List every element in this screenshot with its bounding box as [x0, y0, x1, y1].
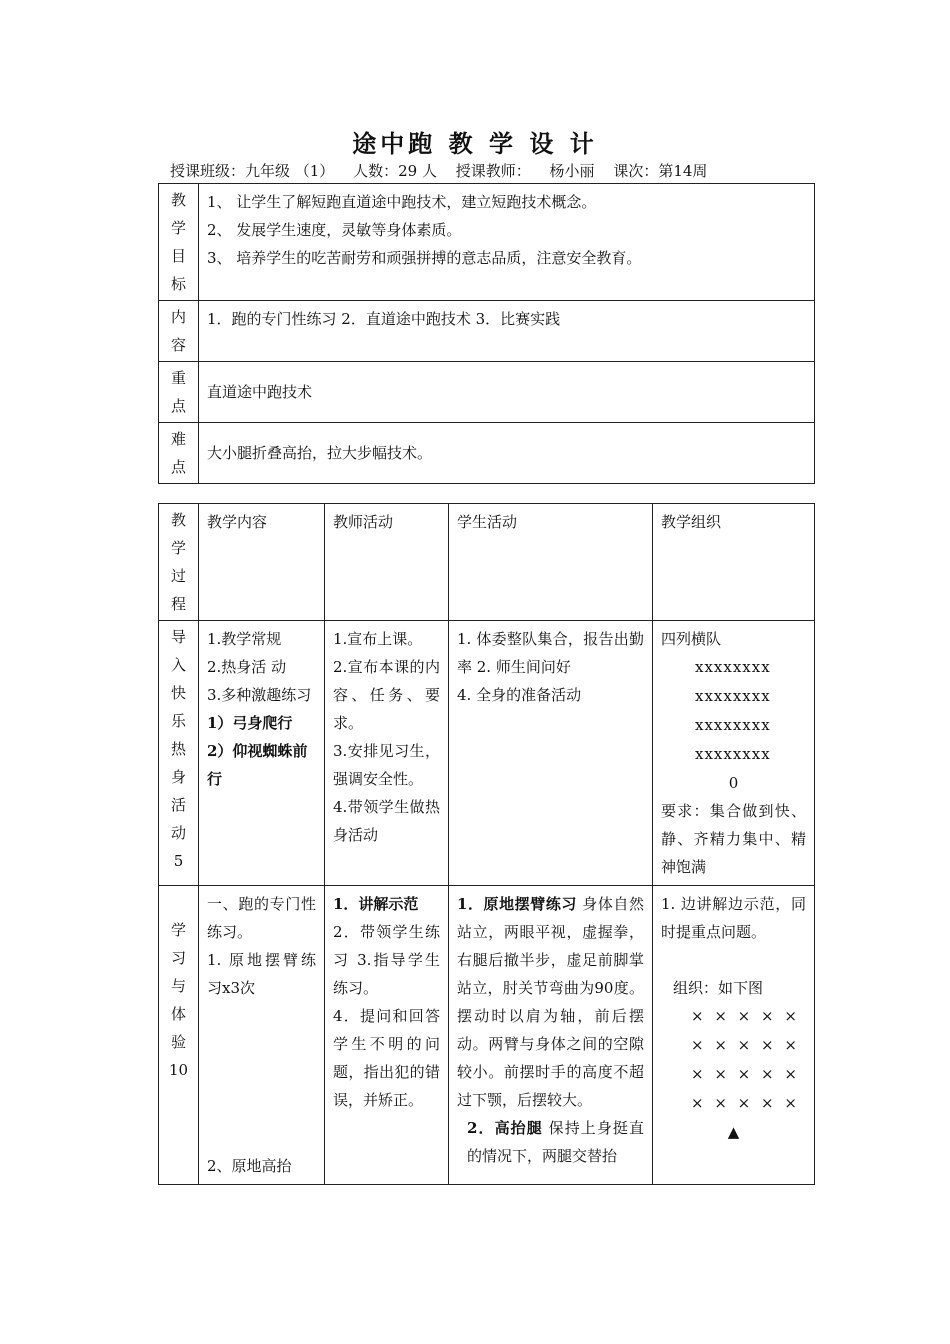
- key-row: [159, 362, 815, 423]
- warmup-stage-label: 导 入 快 乐 热 身 活 动 5: [159, 621, 199, 886]
- formation-row: × × × × ×: [691, 1036, 800, 1054]
- warmup-student: 1. 体委整队集合，报告出勤率 2. 师生间问好 4. 全身的准备活动: [449, 621, 653, 886]
- difficulty-text: 大小腿折叠高抬，拉大步幅技术。: [199, 423, 815, 484]
- student-header: 学生活动: [449, 504, 653, 621]
- teacher-marker: ▲: [727, 1123, 740, 1141]
- content-label: 内 容: [159, 301, 199, 362]
- goal-text: 1、 让学生了解短跑直道途中跑技术，建立短跑技术概念。 2、 发展学生速度，灵敏等身体素质。 3、 培养学生的吃苦耐劳和顽强拼搏的意志品质，注意安全教育。: [199, 184, 815, 301]
- warmup-org: 四列横队 xxxxxxxx xxxxxxxx xxxxxxxx xxxxxxxx 0 要求：集合做到快、静、齐精力集中、精神饱满: [653, 621, 815, 886]
- formation-row: xxxxxxxx: [695, 658, 771, 676]
- content-text: 1．跑的专门性练习 2．直道途中跑技术 3．比赛实践: [199, 301, 815, 362]
- difficulty-row: [159, 423, 815, 484]
- class-info-line: [170, 160, 721, 181]
- info-teacher-label: 授课教师：: [455, 162, 531, 180]
- objectives-table: [158, 183, 815, 484]
- learning-stage-label: 学 习 与 体 验 10: [159, 886, 199, 1185]
- stage-header: 教 学 过 程: [159, 504, 199, 621]
- formation-row: × × × × ×: [691, 1007, 800, 1025]
- learning-teacher: 1．讲解示范 2．带领学生练习 3.指导学生练习。 4．提问和回答学生不明的问题，指出犯的错误，并矫正。: [325, 886, 449, 1185]
- page-title: 途中跑 教 学 设 计: [352, 129, 598, 158]
- key-text: 直道途中跑技术: [199, 362, 815, 423]
- formation-row: xxxxxxxx: [695, 687, 771, 705]
- formation-row: xxxxxxxx: [695, 745, 771, 763]
- learning-org: 1. 边讲解边示范，同时提重点问题。 组织：如下图 × × × × × × × × × × × × × × × × × × × × ▲: [653, 886, 815, 1185]
- formation-row: × × × × ×: [691, 1065, 800, 1083]
- warmup-content: 1.教学常规 2.热身活 动 3.多种激趣练习 1）弓身爬行 2）仰视蜘蛛前行: [199, 621, 325, 886]
- header-row: [159, 504, 815, 621]
- teacher-header: 教师活动: [325, 504, 449, 621]
- info-lesson: 课次：第14周: [613, 162, 708, 180]
- learning-row: [159, 886, 815, 1185]
- org-header: 教学组织: [653, 504, 815, 621]
- warmup-row: [159, 621, 815, 886]
- info-count: 人数：29 人: [353, 162, 437, 180]
- formation-row: × × × × ×: [691, 1094, 800, 1112]
- info-teacher-name: 杨小丽: [549, 162, 595, 180]
- process-table: [158, 503, 815, 1185]
- difficulty-label: 难 点: [159, 423, 199, 484]
- content-row: [159, 301, 815, 362]
- key-label: 重 点: [159, 362, 199, 423]
- content-header: 教学内容: [199, 504, 325, 621]
- info-class: 授课班级：九年级 （1）: [170, 162, 335, 180]
- formation-row: xxxxxxxx: [695, 716, 771, 734]
- learning-content: 一、跑的专门性练习。 1. 原地摆臂练习x3次 2、原地高抬: [199, 886, 325, 1185]
- goal-label: 教 学 目 标: [159, 184, 199, 301]
- teacher-position: 0: [728, 774, 739, 792]
- warmup-teacher: 1.宣布上课。 2.宣布本课的内容、任务、要求。 3.安排见习生，强调安全性。 4.带领学生做热身活动: [325, 621, 449, 886]
- learning-student: 1．原地摆臂练习 身体自然站立，两眼平视，虚握拳，右腿后撤半步，虚足前脚掌站立，肘关节弯曲为90度。摆动时以肩为轴，前后摆动。两臂与身体之间的空隙较小。前摆时手的高度不超过下颚，后摆较大。 2．高抬腿 保持上身挺直的情况下，两腿交替抬: [449, 886, 653, 1185]
- goal-row: [159, 184, 815, 301]
